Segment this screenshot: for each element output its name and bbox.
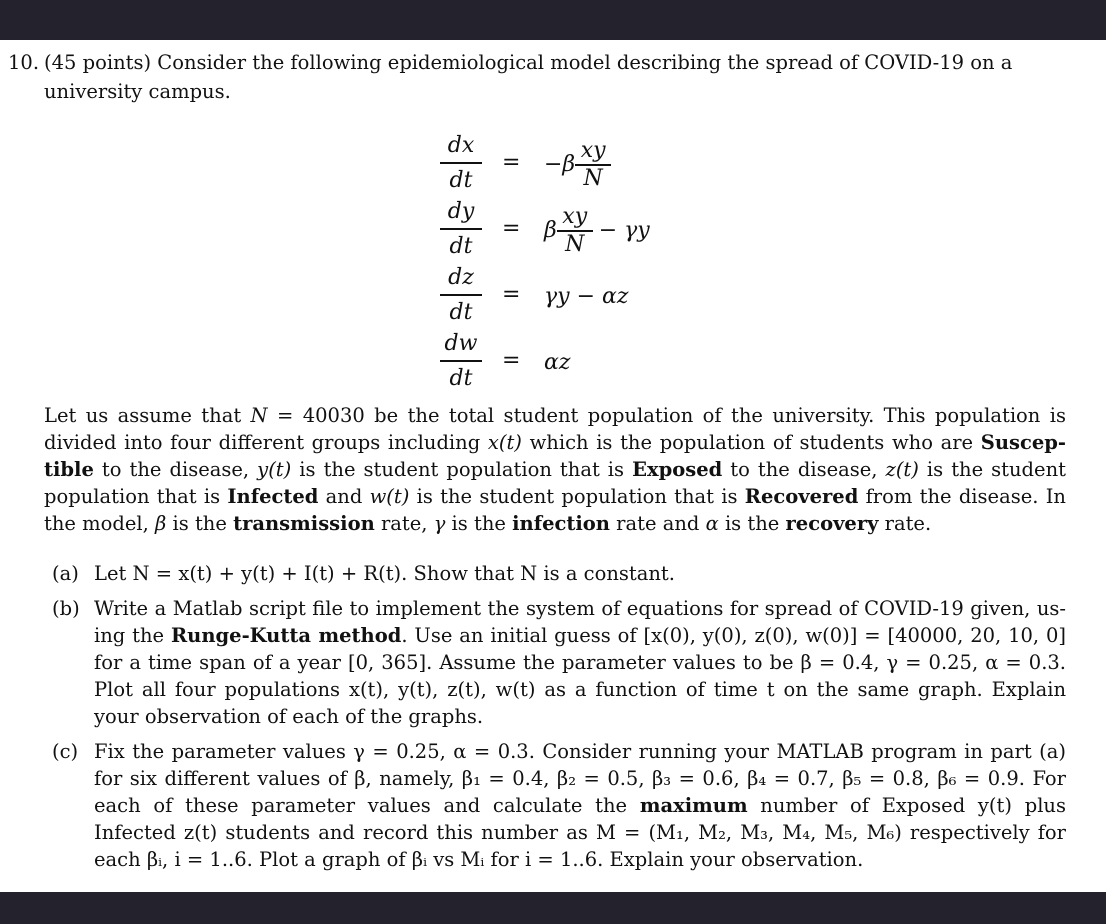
- problem-number: 10.: [8, 51, 40, 74]
- question-part-a: [52, 560, 1066, 587]
- equation-dw: dw dt = αz: [440, 330, 840, 396]
- model-description-paragraph: Let us assume that N = 40030 be the total student population of the university. This population is divided into four different groups including x(t) which is the population of students who are Suscep-tible to the disease, y(t) is the student population that is Exposed to the disease, z(t) is the student population that is Infected and w(t) is the student population that is Recovered from the disease. In the model, β is the transmission rate, γ is the infection rate and α is the recovery rate.: [44, 404, 1066, 535]
- rhs-expression: β $\frac{xy}{N}$ − γy: [544, 204, 650, 257]
- lhs-fraction: dx dt: [440, 132, 482, 195]
- part-a-text: Let N = x(t) + y(t) + I(t) + R(t). Show that N is a constant.: [94, 562, 675, 585]
- bottom-dark-band: [0, 892, 1106, 924]
- part-label: (b): [52, 597, 80, 620]
- question-part-c: (c) Fix the parameter values γ = 0.25, α = 0.3. Consider running your MATLAB program in part (a) for six different values of β, namely, β₁ = 0.4, β₂ = 0.5, β₃ = 0.6, β₄ = 0.7, β₅ = 0.8, β₆ = 0.9. For each of these parameter values and calculate the maximum number of Exposed y(t) plus Infected z(t) students and record this number as M = (M₁, M₂, M₃, M₄, M₅, M₆) respectively for each βᵢ, i = 1..6. Plot a graph of βᵢ vs Mᵢ for i = 1..6. Explain your observation.: [52, 740, 1066, 871]
- equation-dz: dz dt = γy − αz: [440, 264, 840, 330]
- problem-intro-line1: Consider the following epidemiological model describing the spread of COVID-19 on a: [157, 51, 1013, 74]
- rhs-expression: γy − αz: [544, 284, 629, 309]
- lhs-fraction: dz dt: [440, 264, 482, 327]
- part-label: (a): [52, 562, 79, 585]
- lhs-fraction: dw dt: [440, 330, 482, 393]
- problem-intro-line2: university campus.: [44, 80, 231, 103]
- lhs-fraction: dy dt: [440, 198, 482, 261]
- document-page: [0, 40, 1106, 892]
- problem-header: [8, 48, 1078, 106]
- equation-dy: dy dt = β $\frac{xy}{N}$ − γy: [440, 198, 840, 264]
- question-part-b: (b) Write a Matlab script file to implement the system of equations for spread of COVID-19 given, us-ing the Runge-Kutta method. Use an initial guess of [x(0), y(0), z(0), w(0)] = [40000, 20, 10, 0] for a time span of a year [0, 365]. Assume the parameter values to be β = 0.4, γ = 0.25, α = 0.3. Plot all four populations x(t), y(t), z(t), w(t) as a function of time t on the same graph. Explain your observation of each of the graphs.: [52, 597, 1066, 728]
- rhs-expression: αz: [544, 350, 571, 375]
- problem-points: (45 points): [44, 51, 152, 74]
- top-dark-band: [0, 0, 1106, 40]
- part-label: (c): [52, 740, 79, 763]
- question-parts-list: [52, 560, 1066, 881]
- equation-dx: dx dt = −β $\frac{xy}{N}$: [440, 132, 840, 198]
- rhs-expression: −β $\frac{xy}{N}$: [544, 132, 611, 198]
